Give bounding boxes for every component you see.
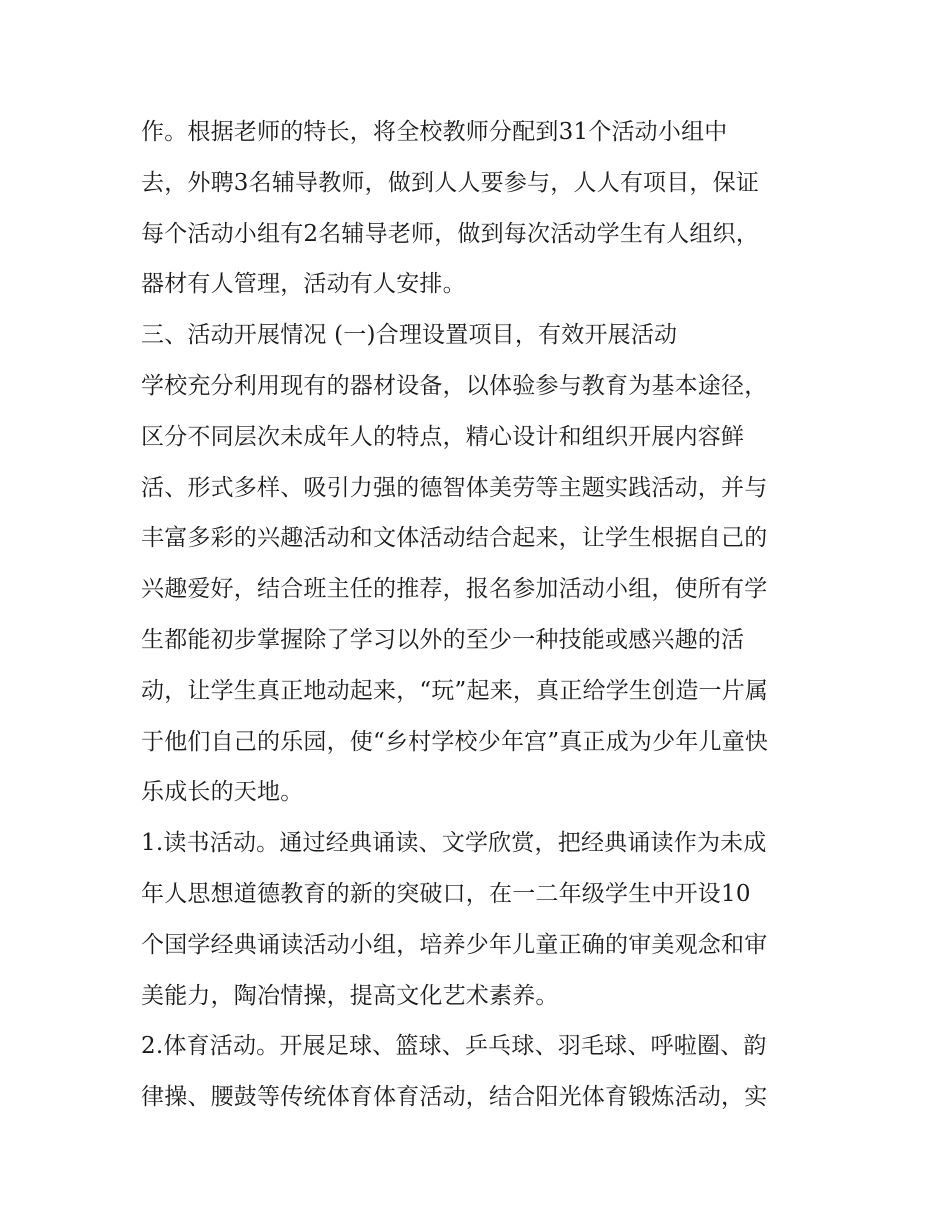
document-body [141,107,841,1123]
text-line: 作。根据老师的特长，将全校教师分配到31个活动小组中 [141,119,728,145]
section-heading: 三、活动开展情况 (一)合理设置项目，有效开展活动 [141,322,678,349]
text-line: 生都能初步掌握除了学习以外的至少一种技能或感兴趣的活 [141,626,745,653]
text-line: 去，外聘3名辅导教师，做到人人要参与，人人有项目，保证 [141,169,760,196]
text-line: 区分不同层次未成年人的特点，精心设计和组织开展内容鲜 [141,423,745,450]
text-line: 动，让学生真正地动起来，“玩”起来，真正给学生创造一片属 [141,677,769,704]
text-line: 乐成长的天地。 [141,779,304,806]
text-line: 器材有人管理，活动有人安排。 [141,271,466,298]
text-line: 个国学经典诵读活动小组，培养少年儿童正确的审美观念和审 [141,931,768,958]
text-line: 活、形式多样、吸引力强的德智体美劳等主题实践活动，并与 [141,474,768,501]
list-item-reading: 1.读书活动。通过经典诵读、文学欣赏，把经典诵读作为未成 [141,830,767,857]
text-line: 兴趣爱好，结合班主任的推荐，报名参加活动小组，使所有学 [141,576,768,603]
text-line: 丰富多彩的兴趣活动和文体活动结合起来，让学生根据自己的 [141,525,768,552]
text-line: 律操、腰鼓等传统体育体育活动，结合阳光体育锻炼活动，实 [141,1084,768,1111]
list-item-sports: 2.体育活动。开展足球、篮球、乒乓球、羽毛球、呼啦圈、韵 [141,1033,767,1060]
text-line: 学校充分利用现有的器材设备，以体验参与教育为基本途径， [141,372,768,399]
text-line: 美能力，陶冶情操，提高文化艺术素养。 [141,982,559,1009]
text-line: 年人思想道德教育的新的突破口，在一二年级学生中开设10 [141,880,751,907]
text-line: 于他们自己的乐园，使“乡村学校少年宫”真正成为少年儿童快 [141,728,769,755]
text-line: 每个活动小组有2名辅导老师，做到每次活动学生有人组织， [141,220,760,247]
